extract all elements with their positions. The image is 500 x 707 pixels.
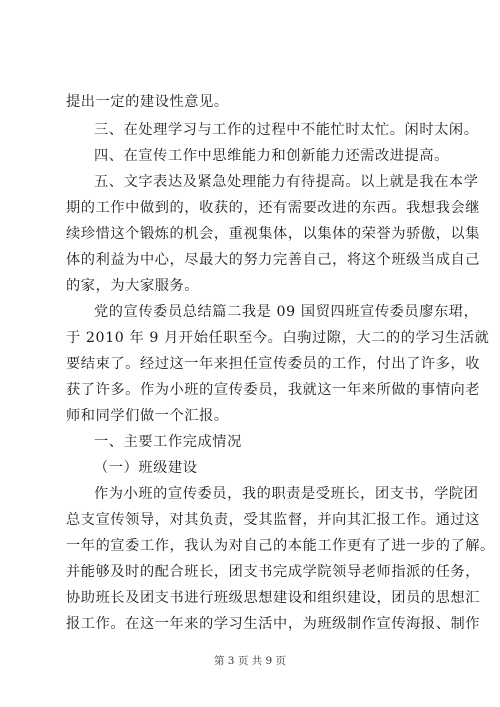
text-line: 要结束了。经过这一年来担任宣传委员的工作，付出了许多，收 bbox=[66, 356, 481, 372]
text-line: 四、在宣传工作中思维能力和创新能力还需改进提高。 bbox=[94, 148, 449, 164]
text-line: 总支宣传领导，对其负责，受其监督，并向其汇报工作。通过这 bbox=[66, 512, 481, 528]
text-line: 期的工作中做到的，收获的，还有需要改进的东西。我想我会继 bbox=[66, 200, 481, 216]
text-line: 的家，为大家服务。 bbox=[66, 278, 200, 294]
text-line: 师和同学们做一个汇报。 bbox=[66, 408, 229, 424]
text-line: 报工作。在这一年来的学习生活中，为班级制作宣传海报、制作 bbox=[66, 616, 481, 632]
text-line: 于 2010 年 9 月开始任职至今。白驹过隙，大二的的学习生活就 bbox=[66, 330, 490, 346]
text-line: 作为小班的宣传委员，我的职责是受班长，团支书，学院团 bbox=[94, 486, 479, 502]
text-line: 党的宣传委员总结篇二我是 09 国贸四班宣传委员廖东珺， bbox=[94, 304, 479, 320]
section-heading: 一、主要工作完成情况 bbox=[94, 434, 242, 450]
text-line: 一年的宣委工作，我认为对自己的本能工作更有了进一步的了解。 bbox=[66, 538, 495, 554]
text-line: 协助班长及团支书进行班级思想建设和组织建设，团员的思想汇 bbox=[66, 590, 481, 606]
text-line: 提出一定的建设性意见。 bbox=[66, 94, 229, 110]
text-line: 并能够及时的配合班长，团支书完成学院领导老师指派的任务， bbox=[66, 564, 481, 580]
text-line: 体的利益为中心，尽最大的努力完善自己，将这个班级当成自己 bbox=[66, 252, 481, 268]
page-footer: 第 3 页 共 9 页 bbox=[213, 655, 287, 667]
text-line: 三、在处理学习与工作的过程中不能忙时太忙。闲时太闲。 bbox=[94, 122, 479, 138]
text-line: 五、文字表达及紧急处理能力有待提高。以上就是我在本学 bbox=[94, 174, 479, 190]
text-line: 续珍惜这个锻炼的机会，重视集体，以集体的荣誉为骄傲，以集 bbox=[66, 226, 481, 242]
subsection-heading: （一）班级建设 bbox=[94, 460, 198, 476]
text-line: 获了许多。作为小班的宣传委员，我就这一年来所做的事情向老 bbox=[66, 382, 481, 398]
